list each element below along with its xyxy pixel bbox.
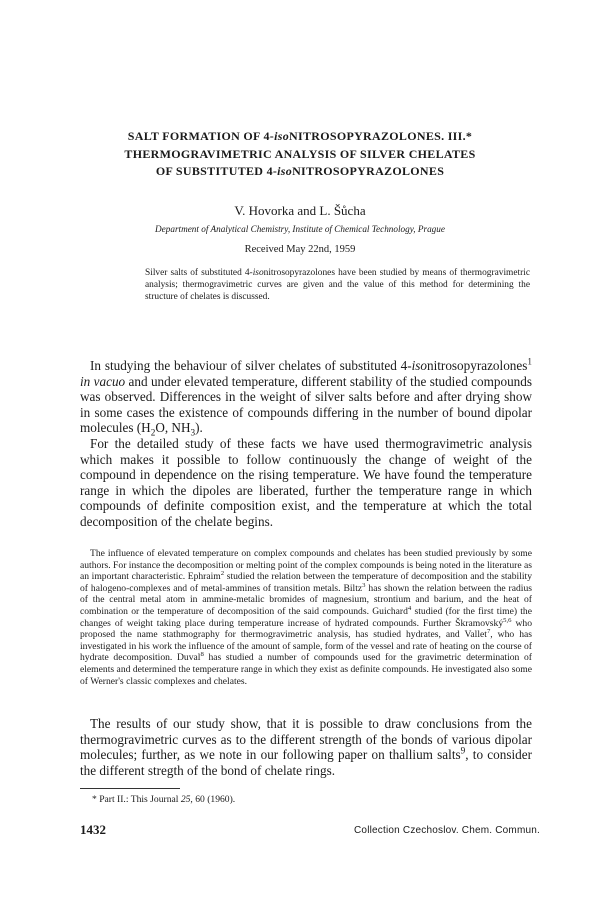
article-title <box>95 128 505 181</box>
subscript: 2 <box>150 428 156 439</box>
authors: V. Hovorka and L. Šůcha <box>234 203 366 218</box>
title-text: OF SUBSTITUTED 4- <box>155 164 278 178</box>
body-text: For the detailed study of these facts we have used thermogravimetric analysis which makes it possible to follow continuously the change of weight of the compound in dependence on the rising temperature. We have found the temperature range in which the dipoles are liberated, further the temperature range in which compounds of definite composition exist, and the temperature at which the total decomposition of the chelate begins. <box>80 435 532 529</box>
reference-marker: 2 <box>220 570 225 577</box>
title-line-2: THERMOGRAVIMETRIC ANALYSIS OF SILVER CHELATES <box>124 146 476 161</box>
paragraph-intro <box>80 358 532 530</box>
title-text: NITROSOPYRAZOLONES. III.* <box>289 129 473 143</box>
small-text: studied the relation between the temperature of decomposition and the stability of halogeno-complexes and of metal-ammines of transition metals. Biltz <box>80 571 532 594</box>
reference-marker: 5,6 <box>503 616 512 624</box>
title-line-3 <box>95 163 505 181</box>
received-date: Received May 22nd, 1959 <box>244 244 356 255</box>
reference-marker: 8 <box>200 651 204 659</box>
footnote-rule <box>80 788 180 789</box>
title-text: SALT FORMATION OF 4- <box>127 129 275 143</box>
title-text: NITROSOPYRAZOLONES <box>292 164 445 178</box>
body-text: The results of our study show, that it is possible to draw conclusions from the thermogravimetric curves as to the different strength of the bonds of various dipolar molecules; further, as we note in our following paper on thallium salts <box>80 716 532 763</box>
body-text: nitrosopyrazolones <box>427 358 528 373</box>
subscript: 3 <box>190 428 196 439</box>
small-text: , who has investigated in his work the influence of the amount of sample, form of the vessel and rate of heating on the course of hydrate decomposition. Duval <box>80 629 532 664</box>
title-line-1 <box>95 128 505 146</box>
reference-marker: 3 <box>362 581 366 589</box>
footnote-volume: 25 <box>180 794 191 805</box>
small-text: who proposed the name stathmography for thermogravimetric analysis, has studied hydrates, and Vallet <box>80 617 533 641</box>
small-text: has shown the relation between the radius of the central metal atom in ammine-metalic bromides of magnesium, strontium and barium, and the heat of combination or the temperature of decomposition of the said compounds. Guichard <box>80 582 532 617</box>
affiliation: Department of Analytical Chemistry, Institute of Chemical Technology, Prague <box>155 224 445 234</box>
abstract-iso-italic: iso <box>252 268 264 278</box>
journal-name: Collection Czechoslov. Chem. Commun. <box>354 825 540 836</box>
body-text: , to consider the different stregth of the bond of chelate rings. <box>80 747 532 778</box>
page-number: 1432 <box>80 822 106 837</box>
body-text: O, NH <box>155 420 191 436</box>
reference-marker: 1 <box>527 356 532 367</box>
reference-marker: 7 <box>486 627 491 635</box>
body-text: and under elevated temperature, different stability of the studied compounds was observed. Differences in the weight of silver salts before and after drying show in some cases the existence of compounds differing in the number of bound dipolar molecules (H <box>80 373 532 436</box>
footnote-text: , 60 (1960). <box>190 794 236 805</box>
body-text: In studying the behaviour of silver chelates of substituted 4- <box>90 358 412 373</box>
in-vacuo-italic: in vacuo <box>80 373 126 389</box>
small-text: The influence of elevated temperature on complex compounds and chelates has been studied previously by some authors. For instance the decomposition or melting point of the complex compounds is being noted in the literature as an important characteristic. Ephraim <box>80 548 532 583</box>
title-iso-italic: iso <box>277 164 293 178</box>
abstract-text: nitrosopyrazolones have been studied by means of thermogravimetric analysis; thermogravimetric curves are given and the value of this method for determining the structure of chelates is discussed. <box>145 268 530 302</box>
small-text: studied (for the first time) the changes of weight taking place during temperature increase of hydrated compounds. Further Škramovský <box>80 605 532 629</box>
abstract <box>145 268 530 303</box>
paragraph-results <box>80 716 532 778</box>
paragraph-literature <box>80 548 532 687</box>
small-text: has studied a number of compounds used for the gravimetric determination of elements and determined the temperature range in which they exist as definite compounds. He investigated also some of Werner's classic complexes and chelates. <box>80 652 532 687</box>
abstract-text: Silver salts of substituted 4- <box>145 268 253 278</box>
footnote <box>92 794 235 805</box>
iso-italic: iso <box>411 358 428 373</box>
body-text: ). <box>195 420 203 436</box>
reference-marker: 4 <box>407 604 412 612</box>
footnote-text: * Part II.: This Journal <box>92 794 181 805</box>
reference-marker: 9 <box>460 745 466 756</box>
title-iso-italic: iso <box>274 129 290 143</box>
